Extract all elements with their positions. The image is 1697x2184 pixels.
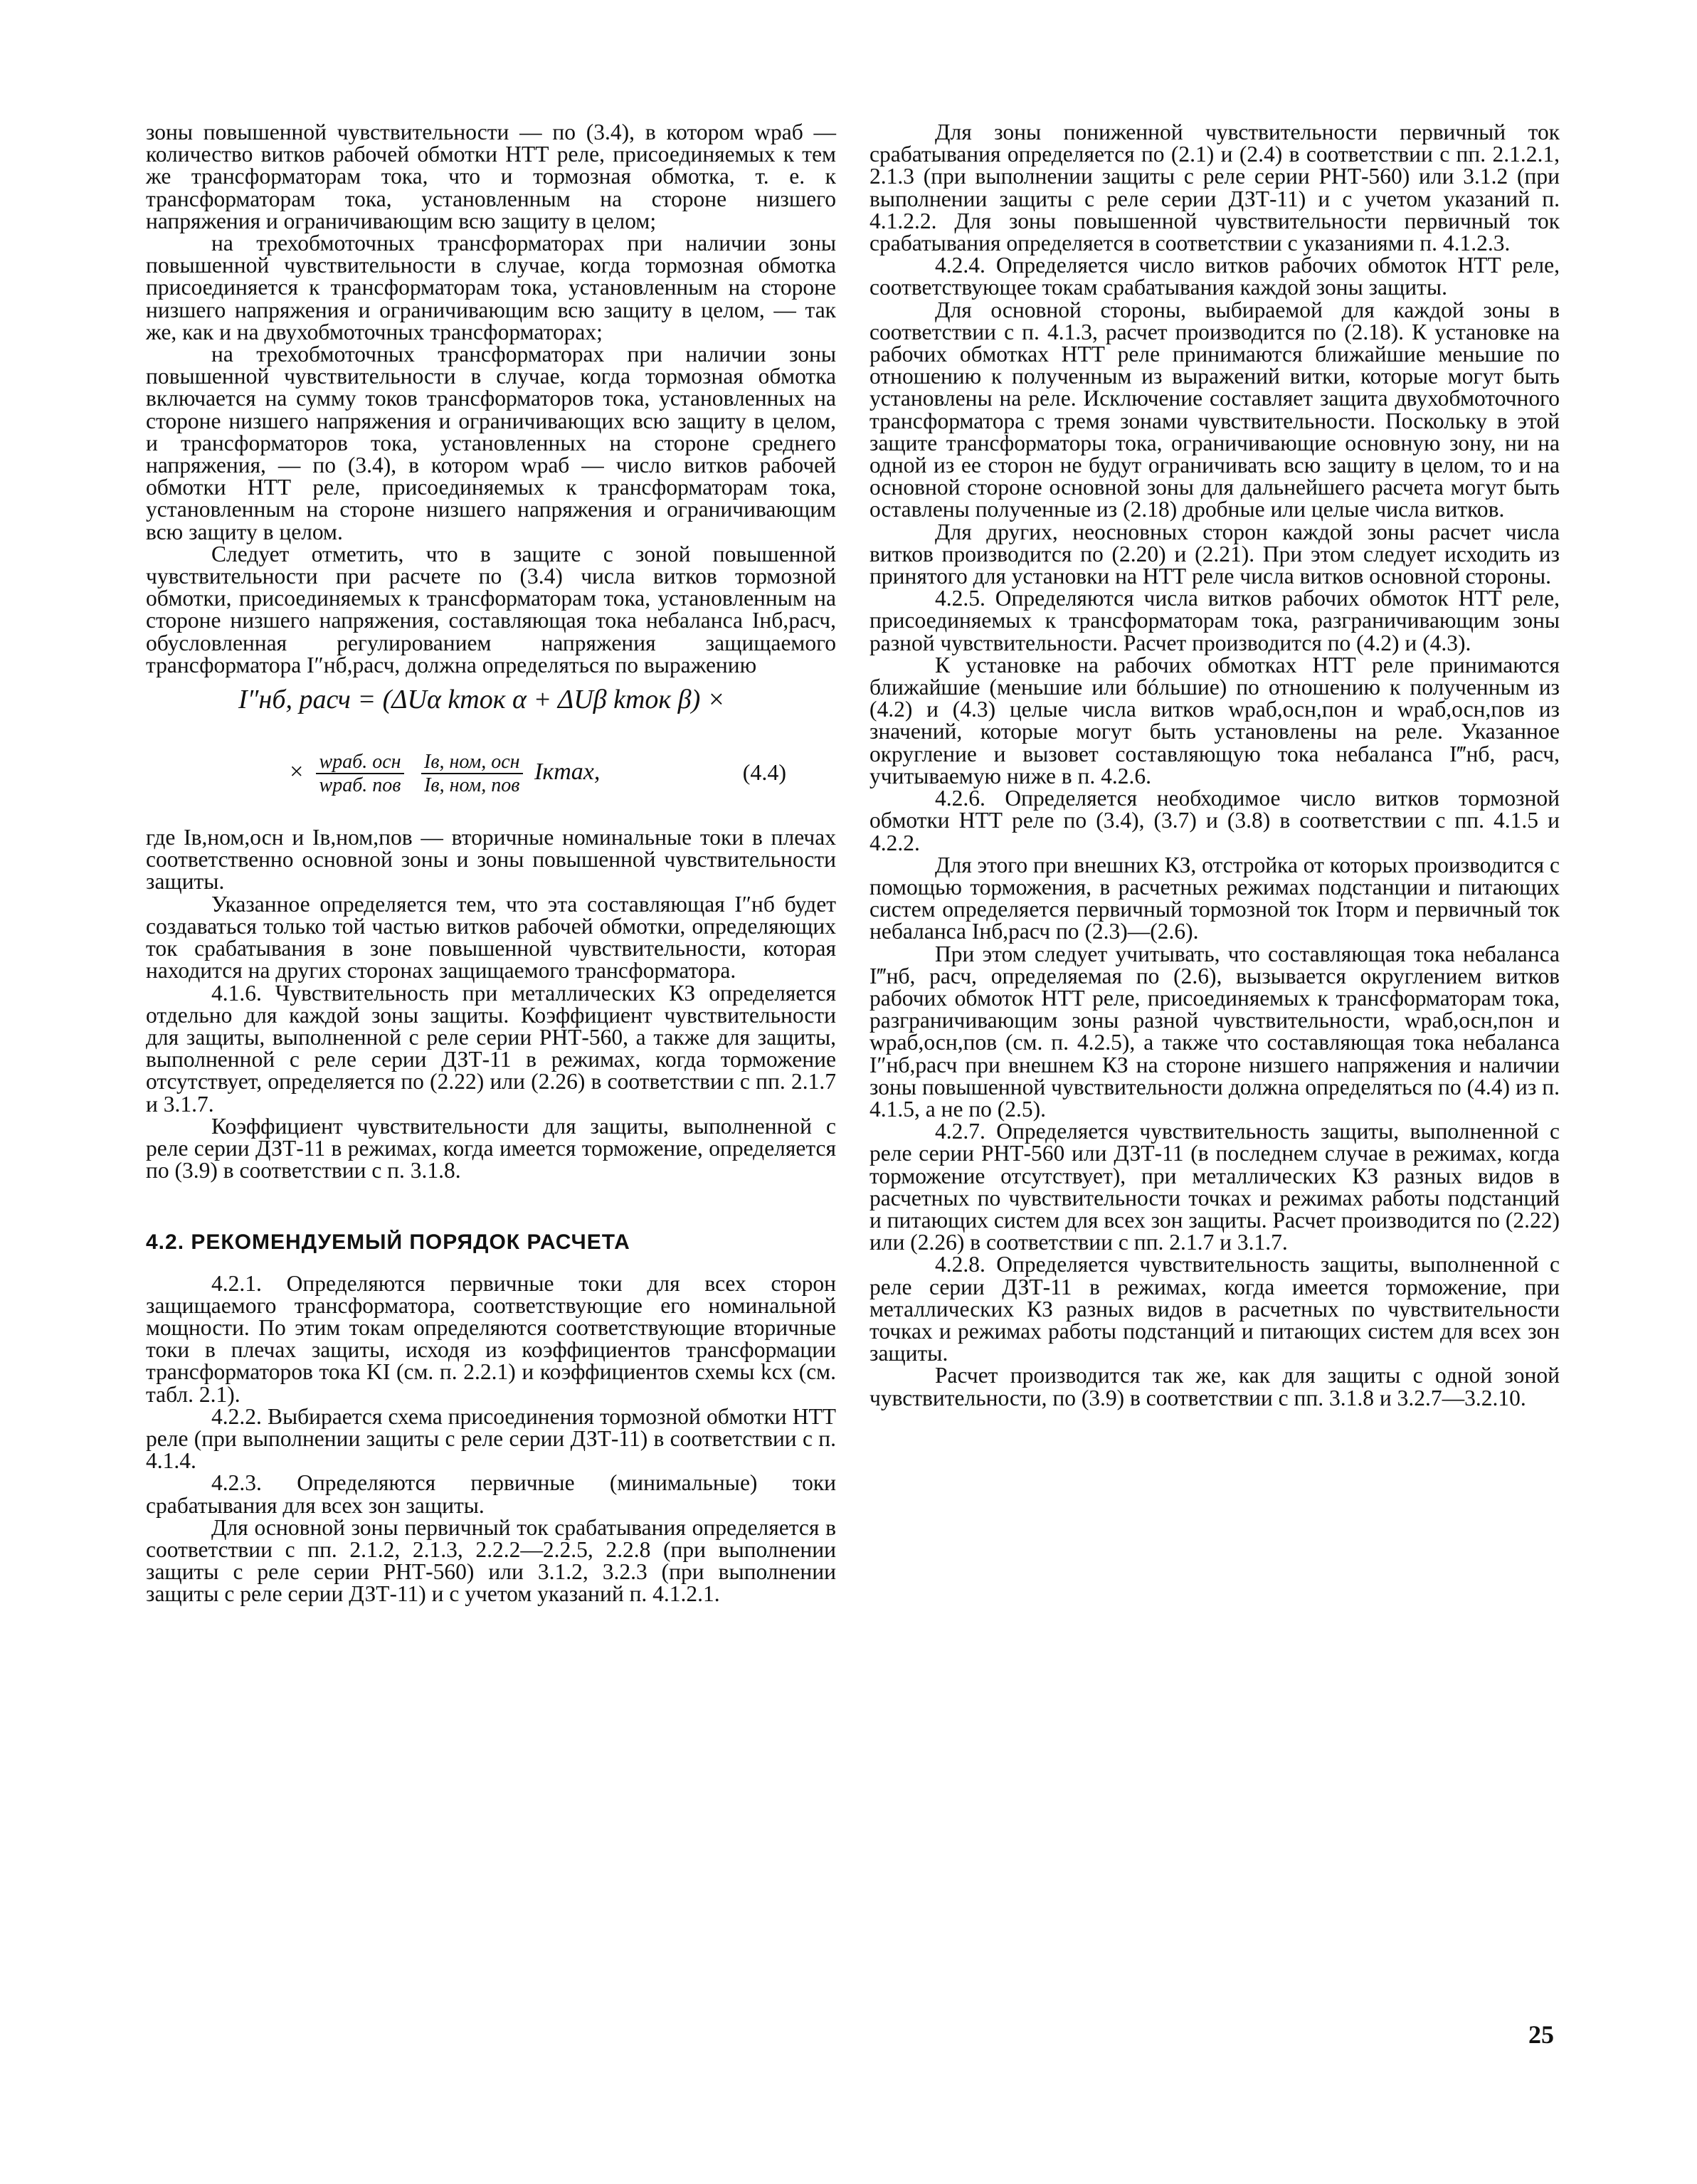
- paragraph: на трехобмоточных трансформаторах при наличии зоны повышенной чувствительности в случае, когда тормозная обмотка включается на сумму токов трансформаторов тока, установленных на стороне низшего напряжения и ограничивающих всю защиту в целом, и трансформаторов тока, установленных на стороне среднего напряжения, — по (3.4), в котором wраб — число витков рабочей обмотки НТТ реле, присоединяемых к трансформаторам тока, установленным на стороне низшего напряжения и ограничивающим всю защиту в целом.: [146, 342, 836, 544]
- paragraph: Для этого при внешних КЗ, отстройка от которых производится с помощью торможения, в расчетных режимах подстанции и питающих систем определяется первичный тормозной ток Iторм и первичный ток небаланса Iнб,расч по (2.3)—(2.6).: [869, 852, 1560, 944]
- paragraph: 4.2.2. Выбирается схема присоединения тормозной обмотки НТТ реле (при выполнении защиты с реле серии ДЗТ-11) в соответствии с п. 4.1.4.: [146, 1403, 836, 1474]
- equation-line-2: × $\frac{\text{wраб. осн}}{\text{wраб. пов}}$ $\frac{\text{Iв, ном, осн}}{\text{Iв, ном, пов}}$ Iкmax,: [288, 751, 601, 797]
- paragraph: Коэффициент чувствительности для защиты, выполненной с реле серии ДЗТ-11 в режимах, когда имеется торможение, определяется по (3.9) в соответствии с п. 3.1.8.: [146, 1113, 836, 1183]
- equation-tail: Iкmax,: [534, 759, 601, 786]
- fraction-denominator: wраб. пов: [319, 774, 401, 797]
- left-column: [146, 121, 836, 1605]
- paragraph: Для основной стороны, выбираемой для каждой зоны в соответствии с п. 4.1.3, расчет производится по (2.18). К установке на рабочих обмотках НТТ реле принимаются ближайшие меньшие по отношению к полученным из выражений витки, которые могут быть установлены на реле. Исключение составляет защита двухобмоточного трансформатора с тремя зонами чувствительности. Поскольку в этой защите трансформаторы тока, ограничивающие основную зону, ни на одной из ее сторон не будут ограничивать всю защиту в целом, то и на основной стороне основной зоны для дальнейшего расчета могут быть оставлены полученные из (2.18) дробные или целые числа витков.: [869, 297, 1560, 522]
- paragraph: 4.2.1. Определяются первичные токи для всех сторон защищаемого трансформатора, соответствующие его номинальной мощности. По этим токам определяются соответствующие вторичные токи в плечах защиты, исходя из коэффициентов трансформации трансформаторов тока KI (см. п. 2.2.1) и коэффициентов схемы kсх (см. табл. 2.1).: [146, 1270, 836, 1407]
- equation-line-1: I″нб, расч = (ΔUα kток α + ΔUβ kток β) ×: [238, 685, 726, 715]
- fraction-numerator: wраб. осн: [316, 751, 403, 774]
- paragraph: 4.2.6. Определяется необходимое число витков тормозной обмотки НТТ реле по (3.4), (3.7) и (3.8) в соответствии с пп. 4.1.5 и 4.2.2.: [869, 786, 1560, 855]
- paragraph: зоны повышенной чувствительности — по (3.4), в котором wраб — количество витков рабочей обмотки НТТ реле, присоединяемых к тем же трансформаторам тока, что и тормозная обмотка, т. е. к трансформаторам тока, установленным на стороне низшего напряжения и ограничивающим всю защиту в целом;: [146, 120, 836, 233]
- paragraph: 4.2.5. Определяются числа витков рабочих обмоток НТТ реле, присоединяемых к трансформаторам тока, разграничивающим зоны разной чувствительности. Расчет производится по (4.2) и (4.3).: [869, 586, 1560, 655]
- paragraph: Для зоны пониженной чувствительности первичный ток срабатывания определяется по (2.1) и (2.4) в соответствии с пп. 2.1.2.1, 2.1.3 (при выполнении защиты с реле серии РНТ-560) или 3.1.2 (при выполнении защиты с реле серии ДЗТ-11) и с учетом указаний п. 4.1.2.2. Для зоны повышенной чувствительности первичный ток срабатывания определяется в соответствии с указаниями п. 4.1.2.3.: [869, 120, 1560, 256]
- paragraph: Расчет производится так же, как для защиты с одной зоной чувствительности, по (3.9) в соответствии с пп. 3.1.8 и 3.2.7—3.2.10.: [869, 1363, 1560, 1410]
- paragraph: Для основной зоны первичный ток срабатывания определяется в соответствии с пп. 2.1.2, 2.1.3, 2.2.2—2.2.5, 2.2.8 (при выполнении защиты с реле серии РНТ-560) или 3.1.2, 3.2.3 (при выполнении защиты с реле серии ДЗТ-11) и с учетом указаний п. 4.1.2.1.: [146, 1514, 836, 1607]
- paragraph: 4.2.7. Определяется чувствительность защиты, выполненной с реле серии РНТ-560 или ДЗТ-11 (в последнем случае в режимах, когда торможение отсутствует), при металлических КЗ разных видов в расчетных по чувствительности точках и режимах работы подстанций и питающих систем для всех зон защиты. Расчет производится по (2.22) или (2.26) в соответствии с пп. 2.1.7 и 3.1.7.: [869, 1119, 1560, 1255]
- paragraph: Следует отметить, что в защите с зоной повышенной чувствительности при расчете по (3.4) числа витков тормозной обмотки, присоединяемых к трансформаторам тока, установленным на стороне низшего напряжения, составляющая тока небаланса Iнб,расч, обусловленная регулированием напряжения защищаемого трансформатора I″нб,расч, должна определяться по выражению: [146, 541, 836, 677]
- equation-number: (4.4): [742, 759, 786, 786]
- right-column: [869, 121, 1560, 1409]
- paragraph: К установке на рабочих обмотках НТТ реле принимаются ближайшие (меньшие или бóльшие) по отношению к полученным из (4.2) и (4.3) целые числа витков wраб,осн,пон и wраб,осн,пов из значений, которые могут быть установлены на реле. Указанное округление и вызовет составляющую тока небаланса I‴нб, расч, учитываемую ниже в п. 4.2.6.: [869, 652, 1560, 788]
- fraction-numerator: Iв, ном, осн: [421, 751, 523, 774]
- section-heading: 4.2. РЕКОМЕНДУЕМЫЙ ПОРЯДОК РАСЧЕТА: [146, 1230, 630, 1255]
- equation-fraction-windings: [316, 751, 403, 796]
- equation-4-4: [146, 683, 836, 822]
- fraction-denominator: Iв, ном, пов: [424, 774, 520, 797]
- paragraph: 4.2.8. Определяется чувствительность защиты, выполненной с реле серии ДЗТ-11 в режимах, когда имеется торможение, при металлических КЗ разных видов в расчетных по чувствительности точках и режимах работы подстанций и питающих систем для всех зон защиты.: [869, 1252, 1560, 1366]
- paragraph: где Iв,ном,осн и Iв,ном,пов — вторичные номинальные токи в плечах соответственно основной зоны и зоны повышенной чувствительности защиты.: [146, 825, 836, 895]
- paragraph: 4.2.3. Определяются первичные (минимальные) токи срабатывания для всех зон защиты.: [146, 1470, 836, 1518]
- paragraph: При этом следует учитывать, что составляющая тока небаланса I‴нб, расч, определяемая по (2.6), вызывается округлением витков рабочих обмоток НТТ реле, присоединяемых к трансформаторам тока, разграничивающим зоны разной чувствительности, wраб,осн,пон и wраб,осн,пов (см. п. 4.2.5), а также что составляющая тока небаланса I″нб,расч при внешнем КЗ на стороне низшего напряжения и наличии зоны повышенной чувствительности должна определяться по (4.4) из п. 4.1.5, а не по (2.5).: [869, 941, 1560, 1122]
- paragraph: на трехобмоточных трансформаторах при наличии зоны повышенной чувствительности в случае, когда тормозная обмотка присоединяется к трансформаторам тока, установленным на стороне низшего напряжения и ограничивающим всю защиту в целом, — так же, как и на двухобмоточных трансформаторах;: [146, 231, 836, 344]
- equation-fraction-currents: [421, 751, 523, 796]
- paragraph: 4.1.6. Чувствительность при металлических КЗ определяется отдельно для каждой зоны защиты. Коэффициент чувствительности для защиты, выполненной с реле серии РНТ-560, а также для защиты, выполненной с реле серии ДЗТ-11 в режимах, когда торможение отсутствует, определяется по (2.22) или (2.26) в соответствии с пп. 2.1.7 и 3.1.7.: [146, 980, 836, 1117]
- page-number: 25: [1528, 2020, 1554, 2049]
- paragraph: Для других, неосновных сторон каждой зоны расчет числа витков производится по (2.20) и (2.21). При этом следует исходить из принятого для установки на НТТ реле числа витков основной стороны.: [869, 519, 1560, 589]
- paragraph: Указанное определяется тем, что эта составляющая I″нб будет создаваться только той частью витков рабочей обмотки, определяющих ток срабатывания в зоне повышенной чувствительности, которая находится на других сторонах защищаемого трансформатора.: [146, 891, 836, 983]
- paragraph: 4.2.4. Определяется число витков рабочих обмоток НТТ реле, соответствующее токам срабатывания каждой зоны защиты.: [869, 253, 1560, 300]
